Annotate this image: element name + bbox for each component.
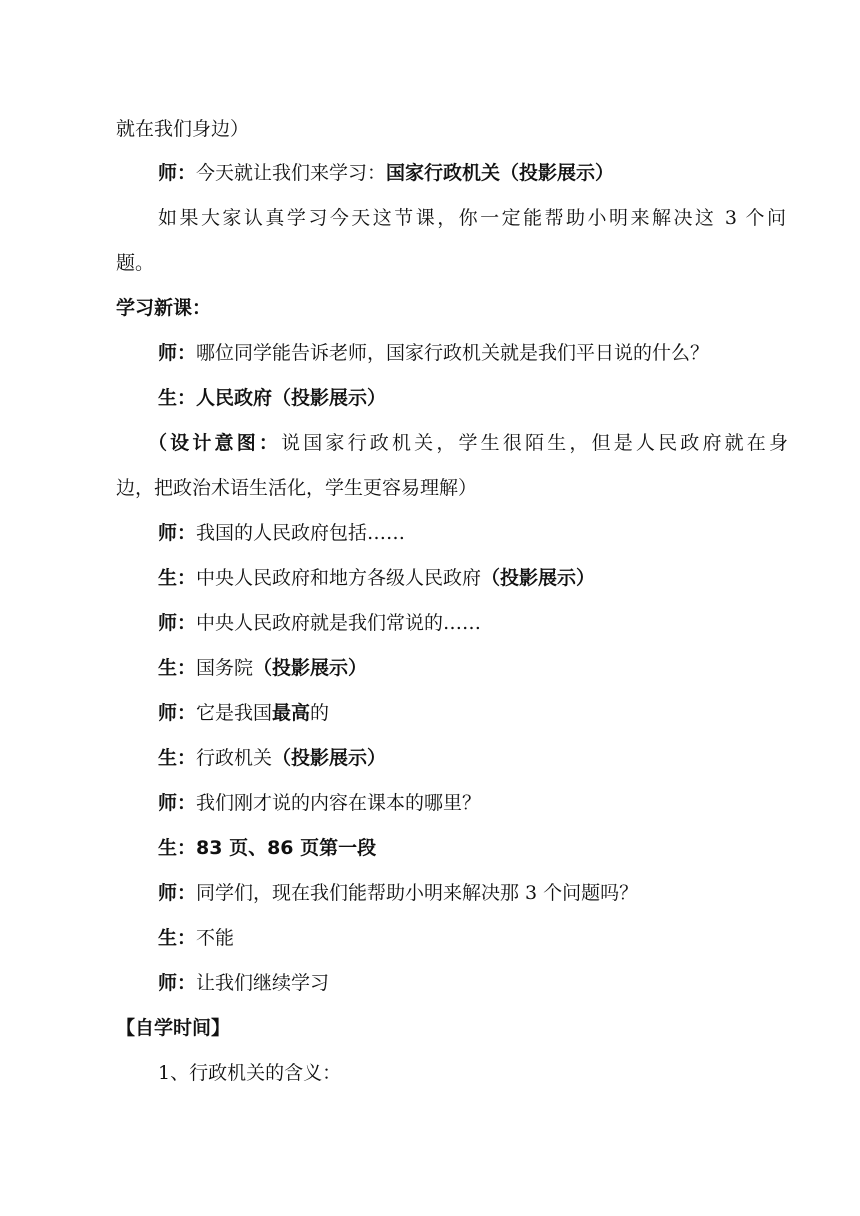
text: 它是我国 [196, 702, 273, 724]
speaker-label: 师： [158, 702, 197, 724]
paragraph-continuation [116, 251, 154, 275]
section-heading [116, 1016, 230, 1040]
dialogue-line [158, 161, 614, 185]
dialogue-line [158, 926, 234, 950]
section-heading [116, 296, 211, 320]
lesson-topic: 国家行政机关（投影展示） [386, 162, 615, 184]
speaker-label: 师： [158, 522, 197, 544]
dialogue-line [158, 881, 638, 905]
dialogue-line [158, 836, 376, 860]
speaker-label: 师： [158, 162, 197, 184]
text: 国务院 [196, 657, 254, 679]
heading-text: 【自学时间】 [116, 1017, 231, 1039]
speaker-label: 生： [158, 747, 197, 769]
text: 说国家行政机关，学生很陌生，但是人民政府就在身 [281, 432, 788, 454]
speaker-label: 师： [158, 342, 197, 364]
projection-note: （投影展示） [481, 567, 596, 589]
text: 边，把政治术语生活化，学生更容易理解） [116, 477, 478, 499]
speaker-label: 师： [158, 972, 197, 994]
text: 行政机关 [196, 747, 273, 769]
list-item [158, 1061, 341, 1085]
text: 不能 [196, 927, 235, 949]
text: 如果大家认真学习今天这节课，你一定能帮助小明来解决这 3 个问 [158, 207, 786, 229]
emphasis: 最高 [272, 702, 311, 724]
dialogue-line [158, 701, 329, 725]
dialogue-line [158, 521, 405, 545]
speaker-label: 师： [158, 882, 197, 904]
text: 中央人民政府和地方各级人民政府 [196, 567, 482, 589]
text: 中央人民政府就是我们常说的…… [196, 612, 482, 634]
text: 就在我们身边） [116, 118, 250, 140]
speaker-label: 生： [158, 567, 197, 589]
paragraph-continuation [116, 117, 249, 141]
text: 我们刚才说的内容在课本的哪里？ [196, 792, 482, 814]
paragraph [158, 206, 786, 230]
text: 让我们继续学习 [196, 972, 330, 994]
text-tail: 的 [310, 702, 330, 724]
speaker-label: 师： [158, 792, 197, 814]
dialogue-line [158, 341, 709, 365]
dialogue-line [158, 656, 367, 680]
speaker-label: 师： [158, 612, 197, 634]
design-intent-continuation [116, 476, 477, 500]
dialogue-line [158, 611, 481, 635]
dialogue-line [158, 566, 595, 590]
text: 83 页、86 页第一段 [196, 837, 377, 859]
dialogue-line [158, 791, 481, 815]
speaker-label: 生： [158, 927, 197, 949]
speaker-label: 生： [158, 657, 197, 679]
projection-note: （投影展示） [272, 747, 387, 769]
text: 同学们，现在我们能帮助小明来解决那 3 个问题吗？ [196, 882, 639, 904]
dialogue-line [158, 971, 329, 995]
text: 1、行政机关的含义： [158, 1062, 342, 1084]
dialogue-line [158, 386, 386, 410]
design-intent-label: （设计意图： [148, 432, 282, 454]
text: 人民政府（投影展示） [196, 387, 387, 409]
text: 今天就让我们来学习： [196, 162, 387, 184]
speaker-label: 生： [158, 387, 197, 409]
heading-text: 学习新课： [116, 297, 212, 319]
text: 题。 [116, 252, 155, 274]
design-intent-note [148, 431, 788, 455]
text: 我国的人民政府包括…… [196, 522, 406, 544]
speaker-label: 生： [158, 837, 197, 859]
text: 哪位同学能告诉老师，国家行政机关就是我们平日说的什么？ [196, 342, 710, 364]
projection-note: （投影展示） [253, 657, 368, 679]
dialogue-line [158, 746, 386, 770]
